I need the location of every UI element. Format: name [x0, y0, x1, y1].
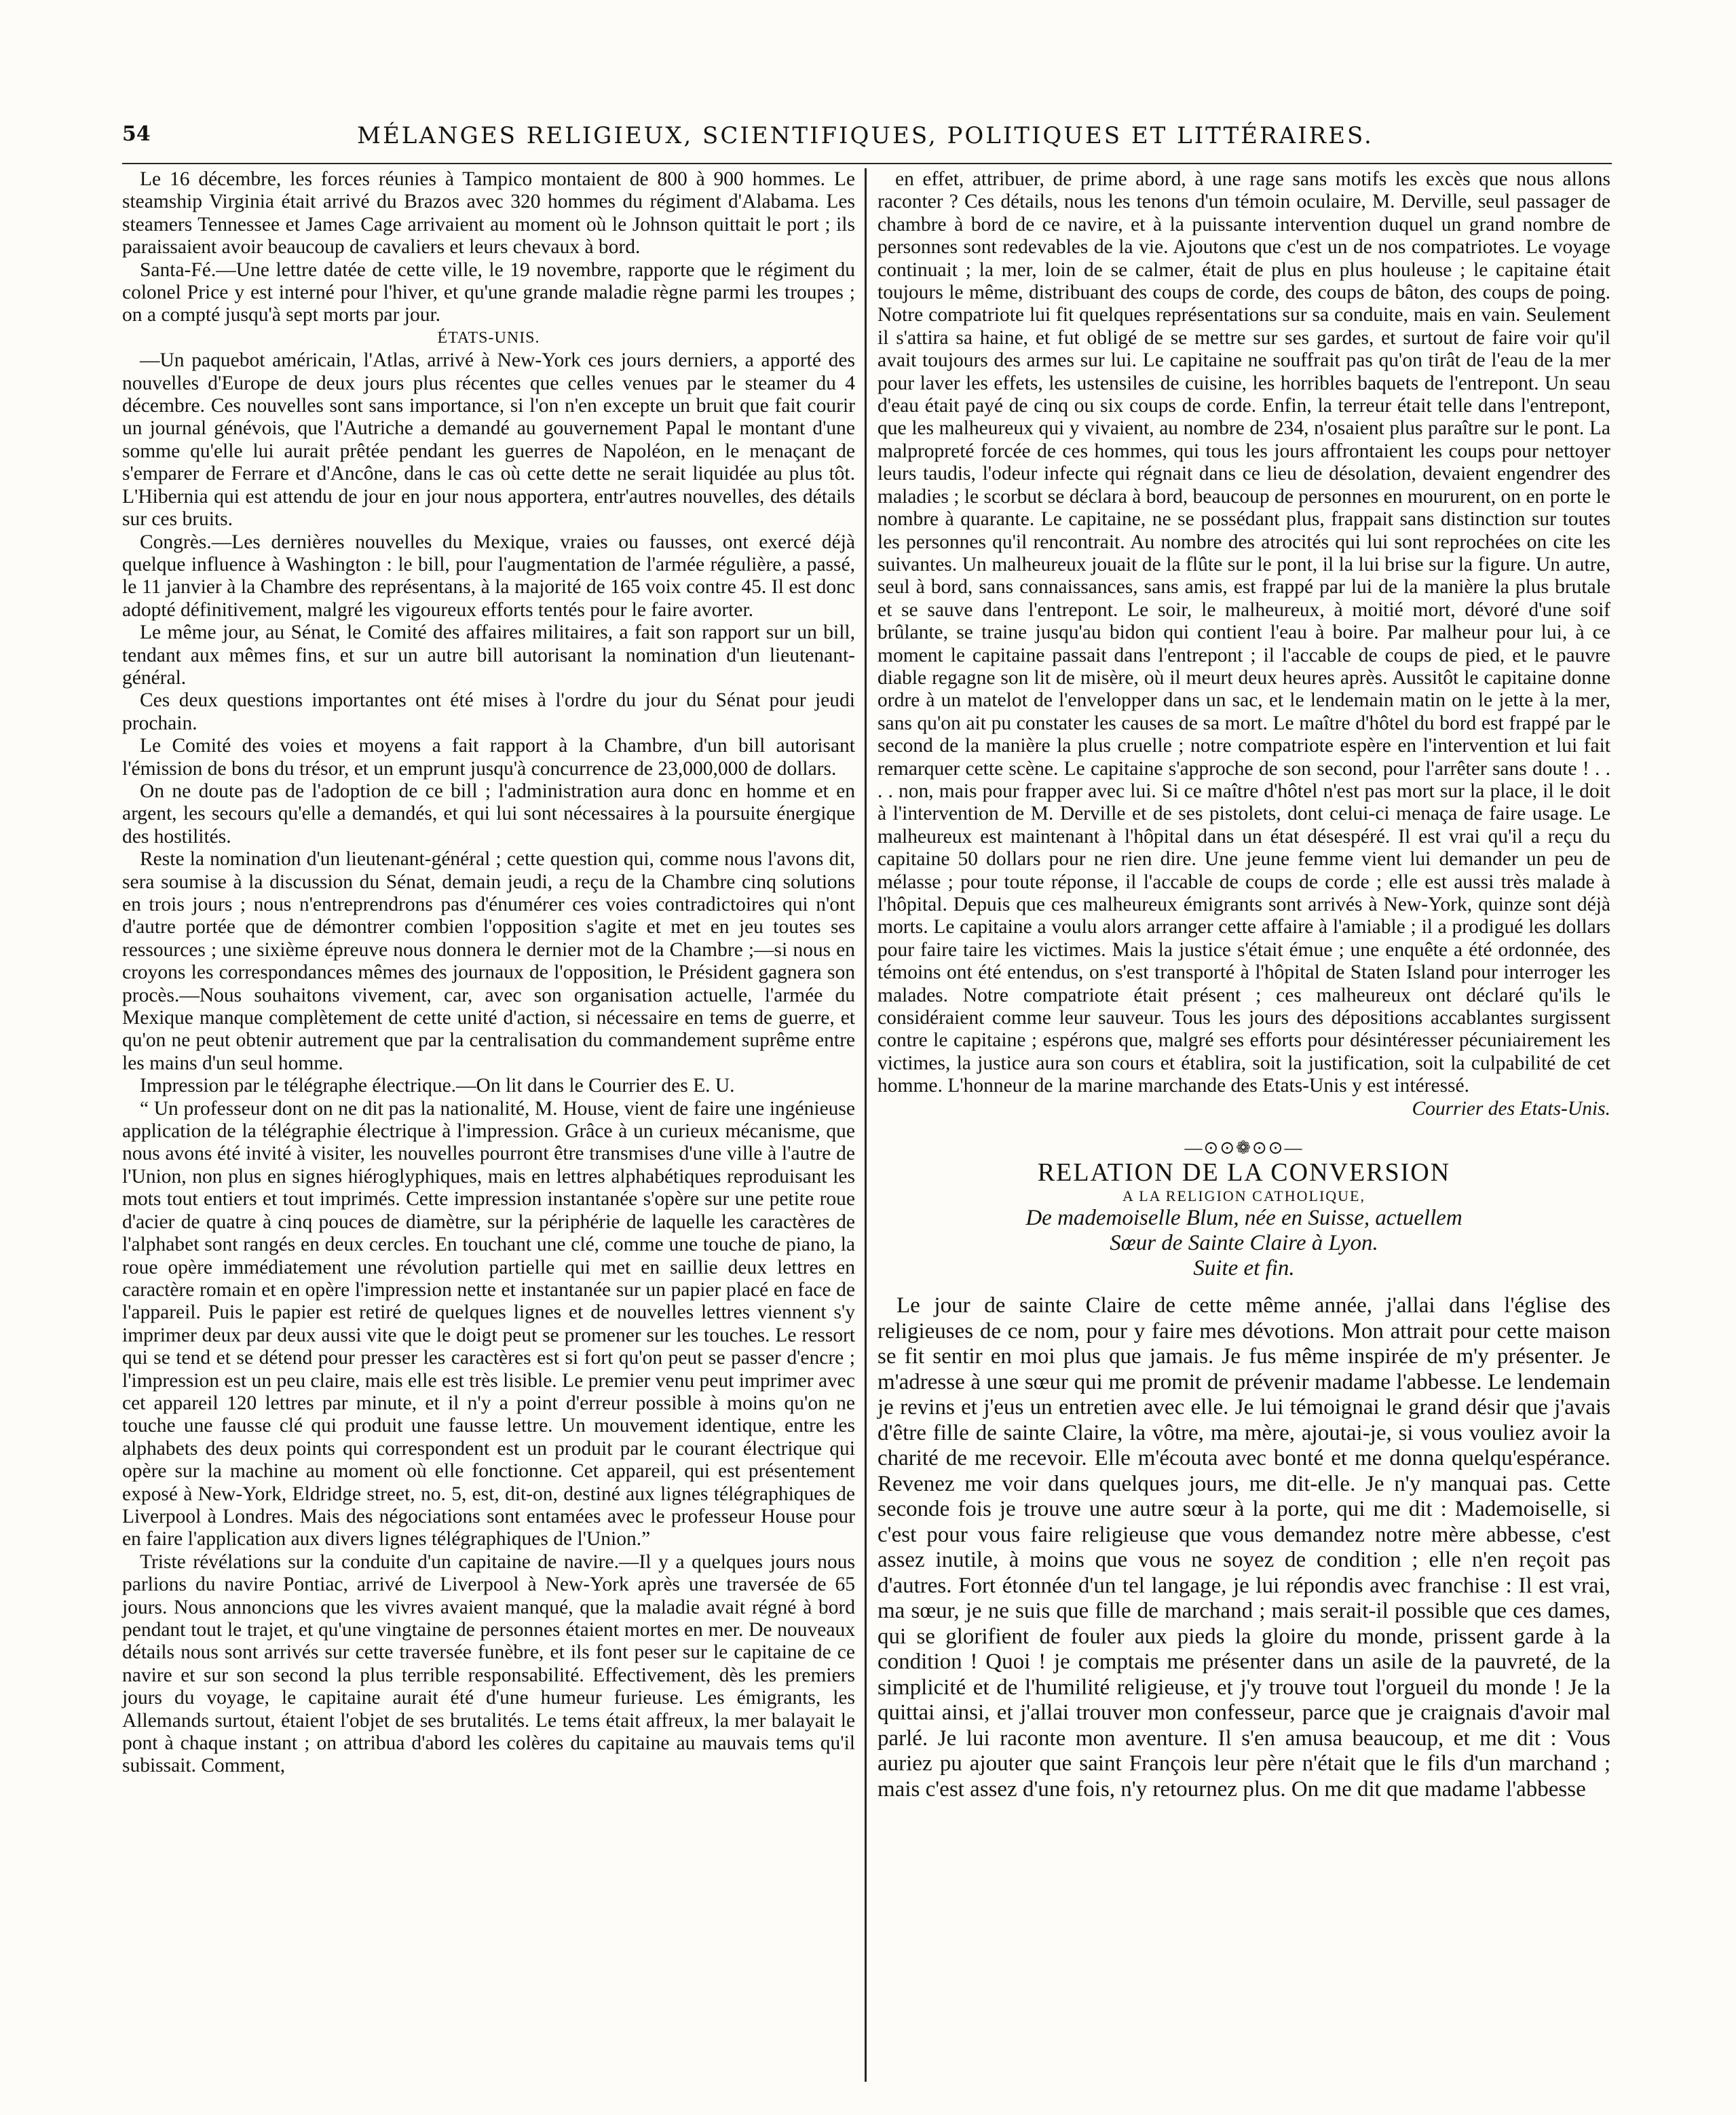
- article-paragraph: On ne doute pas de l'adoption de ce bill ; l'administration aura donc en homme et en argent, les secours qu'elle a demandés, et qui lui sont nécessaires à la poursuite énergique des hostilités.: [122, 780, 855, 847]
- article-paragraph: Santa-Fé.—Une lettre datée de cette ville, le 19 novembre, rapporte que le régiment du colonel Price y est interné pour l'hiver, et qu'une grande maladie règne parmi les troupes ; on a compté jusqu'à sept morts par jour.: [122, 259, 855, 326]
- column-divider: [865, 168, 867, 2082]
- ornament-divider: —⊙⊙❁⊙⊙—: [1184, 1138, 1304, 1158]
- running-title: MÉLANGES RELIGIEUX, SCIENTIFIQUES, POLITIQUES ET LITTÉRAIRES.: [357, 122, 1374, 149]
- article-paragraph: Congrès.—Les dernières nouvelles du Mexique, vraies ou fausses, ont exercé déjà quelque influence à Washington : le bill, pour l'augmentation de l'armée régulière, a passé, le 11 janvier à la Chambre des représentans, à la majorité de 165 voix contre 45. Il est donc adopté définitivement, malgré les vigoureux efforts tentés pour le faire avorter.: [122, 531, 855, 621]
- article-paragraph: Le même jour, au Sénat, le Comité des affaires militaires, a fait son rapport sur un bill, tendant aux mêmes fins, et sur un autre bill autorisant la nomination d'un lieutenant-général.: [122, 622, 855, 689]
- article-paragraph: “ Un professeur dont on ne dit pas la nationalité, M. House, vient de faire une ingénieuse application de la télégraphie électrique à l'impression. Grâce à un curieux mécanisme, que nous avons été invité à visiter, les nouvelles pourront être transmises d'une ville à l'autre de l'Union, non plus en signes hiéroglyphiques, mais en lettres alphabétiques reproduisant les mots tout entiers et tout imprimés. Cette impression instantanée s'opère sur une petite roue d'acier de quatre à cinq pouces de diamètre, sur la périphérie de laquelle les caractères de l'alphabet sont rangés en deux cercles. En touchant une clé, comme une touche de piano, la roue opère immédiatement une révolution partielle qui met en saillie deux lettres en caractère romain et en opère l'impression nette et instantanée sur un papier placé en face de l'appareil. Puis le papier est retiré de quelques lignes et de nouvelles lettres viennent s'y imprimer deux par deux aussi vite que le doigt peut se promener sur les touches. Le ressort qui se tend et se détend pour presser les caractères est si fort qu'on peut se passer d'encre ; l'impression est un peu claire, mais elle est très lisible. Le premier venu peut imprimer avec cet appareil 120 lettres par minute, et il n'y a point d'erreur possible à moins qu'on ne touche une fausse clé qui produit une fausse lettre. Un mouvement identique, entre les alphabets des deux points qui correspondent est un produit par le courant électrique qui opère sur la machine au moment où elle fonctionne. Cet appareil, qui est présentement exposé à New-York, Eldridge street, no. 5, est, dit-on, destiné aux lignes télégraphiques de Liverpool à Londres. Mais des négociations sont entamées avec le professeur House pour en faire l'application aux divers lignes télégraphiques de l'Union.”: [122, 1097, 855, 1550]
- article-paragraph: Le Comité des voies et moyens a fait rapport à la Chambre, d'un bill autorisant l'émission de bons du trésor, et un emprunt jusqu'à concurrence de 23,000,000 de dollars.: [122, 735, 855, 780]
- relation-paragraph: Le jour de sainte Claire de cette même année, j'allai dans l'église des religieuses de ce nom, pour y faire mes dévotions. Mon attrait pour cette maison se fit sentir en moi plus que jamais. Je fus même inspirée de m'y présenter. Je m'adresse à une sœur qui me promit de prévenir madame l'abbesse. Le lendemain je revins et j'eus un entretien avec elle. Je lui témoignai le grand désir que j'avais d'être fille de sainte Claire, la vôtre, ma mère, ajoutai-je, si vous vouliez avoir la charité de me recevoir. Elle m'écouta avec bonté et me donna quelqu'espérance. Revenez me voir dans quelques jours, me dit-elle. Je n'y manquai pas. Cette seconde fois je trouve une autre sœur à la porte, qui me dit : Mademoiselle, si c'est pour vous faire religieuse que vous demandez notre mère abbesse, c'est assez inutile, à moins que vous ne soyez de condition ; elle n'en reçoit pas d'autres. Fort étonnée d'un tel langage, je lui répondis avec franchise : Il est vrai, ma sœur, je ne suis que fille de marchand ; mais serait-il possible que ces dames, qui se glorifient de fouler aux pieds la gloire du monde, prissent garde à la condition ! Quoi ! je comptais me présenter dans un asile de la pauvreté, de la simplicité et de l'humilité religieuse, et j'y trouve tout l'orgueil du monde ! Je la quittai ainsi, et j'allai trouver mon confesseur, parce que je craignais d'avoir mal parlé. Je lui raconte mon aventure. Il s'en amusa beaucoup, et me dit : Vous auriez pu ajouter que saint François leur père n'était que le fils d'un marchand ; mais c'est assez d'une fois, n'y retournez plus. On me dit que madame l'abbesse: [878, 1293, 1610, 1802]
- section-heading: ÉTATS-UNIS.: [437, 328, 540, 347]
- page-header: [122, 122, 1608, 163]
- article-paragraph: Triste révélations sur la conduite d'un capitaine de navire.—Il y a quelques jours nous parlions du navire Pontiac, arrivé de Liverpool à New-York après une traversée de 65 jours. Nous annoncions que les vivres avaient manqué, que la maladie avait régné à bord pendant tout le trajet, et qu'une vingtaine de personnes étaient mortes en mer. De nouveaux détails nous sont arrivés sur cette traversée funèbre, et ils font peser sur le capitaine de ce navire et sur son second la plus terrible responsabilité. Effectivement, dès les premiers jours du voyage, le capitaine aurait été d'une humeur furieuse. Les émigrants, les Allemands surtout, étaient l'objet de ses brutalités. Le tems était affreux, la mer balayait le pont à chaque instant ; on attribua d'abord les colères du capitaine au mauvais tems qu'il subissait. Comment,: [122, 1550, 855, 1777]
- article-paragraph: Impression par le télégraphe électrique.—On lit dans le Courrier des E. U.: [140, 1075, 735, 1097]
- article-paragraph: Reste la nomination d'un lieutenant-général ; cette question qui, comme nous l'avons dit, sera soumise à la discussion du Sénat, demain jeudi, a reçu de la Chambre cinq solutions en trois jours ; nous n'entreprendrons pas d'énumérer ces voies contradictoires qui n'ont d'autre portée que de démontrer combien l'opposition s'agite et met en jeu toutes ses ressources ; une sixième épreuve nous donnera le dernier mot de la Chambre ;—si nous en croyons les correspondances mêmes des journaux de l'opposition, le Président gagnera son procès.—Nous souhaitons vivement, car, avec son organisation actuelle, l'armée du Mexique manque complètement de cette unité d'action, si nécessaire en tems de guerre, et qu'on ne peut obtenir autrement que par la centralisation du commandement suprême entre les mains d'un seul homme.: [122, 848, 855, 1074]
- relation-subtitle-line: Suite et fin.: [1193, 1256, 1295, 1281]
- article-paragraph: Le 16 décembre, les forces réunies à Tampico montaient de 800 à 900 hommes. Le steamship Virginia était arrivé du Brazos avec 320 hommes du régiment d'Alabama. Les steamers Tennessee et James Cage arrivaient au moment où le Johnson quittait le port ; ils paraissaient avoir beaucoup de cavaliers et leurs chevaux à bord.: [122, 168, 855, 259]
- relation-subtitle: A LA RELIGION CATHOLIQUE,: [1122, 1187, 1365, 1205]
- page-number: 54: [122, 122, 151, 146]
- relation-subtitle-line: Sœur de Sainte Claire à Lyon.: [1110, 1231, 1378, 1256]
- article-paragraph: —Un paquebot américain, l'Atlas, arrivé à New-York ces jours derniers, a apporté des nouvelles d'Europe de deux jours plus récentes que celles venues par le steamer du 4 décembre. Ces nouvelles sont sans importance, si l'on n'en excepte un bruit que fait courir un journal génévois, que l'Autriche a demandé au gouvernement Papal le montant d'une somme qu'elle lui aurait prêtée pendant les guerres de Napoléon, en le menaçant de s'emparer de Ferrare et d'Ancône, dans le cas où cette dette ne serait liquidée au plus tôt. L'Hibernia qui est attendu de jour en jour nous apportera, entr'autres nouvelles, des détails sur ces bruits.: [122, 349, 855, 531]
- article-paragraph: Ces deux questions importantes ont été mises à l'ordre du jour du Sénat pour jeudi prochain.: [122, 689, 855, 734]
- relation-subtitle-line: De mademoiselle Blum, née en Suisse, actuellem: [1025, 1206, 1463, 1231]
- left-column: [122, 168, 855, 2095]
- relation-body: [878, 1293, 1610, 1802]
- article-paragraph: en effet, attribuer, de prime abord, à une rage sans motifs les excès que nous allons raconter ? Ces détails, nous les tenons d'un témoin oculaire, M. Derville, seul passager de chambre à bord de ce navire, et à la puissante intervention duquel un grand nombre de personnes sont redevables de la vie. Ajoutons que c'est un de nos compatriotes. Le voyage continuait ; la mer, loin de se calmer, était de plus en plus houleuse ; le capitaine était toujours le même, distribuant des coups de corde, des coups de bâton, des coups de poing. Notre compatriote lui fit quelques représentations sur sa conduite, mais en vain. Seulement il s'attira sa haine, et fut obligé de se mettre sur ses gardes, et surtout de faire voir qu'il avait toujours des armes sur lui. Le capitaine ne souffrait pas qu'on tirât de l'eau de la mer pour laver les effets, les ustensiles de cuisine, les horribles baquets de l'entrepont. Un seau d'eau était payé de cinq ou six coups de corde. Enfin, la terreur était telle dans l'entrepont, que les malheureux qui y vivaient, au nombre de 234, n'osaient plus paraître sur le pont. La malpropreté forcée de ces hommes, qui tous les jours affrontaient les coups pour nettoyer leurs taudis, l'odeur infecte qui régnait dans ce lieu de désolation, devaient engendrer des maladies ; le scorbut se déclara à bord, beaucoup de personnes en moururent, on en porte le nombre à quarante. Le capitaine, ne se possédant plus, frappait sans distinction sur toutes les personnes qu'il rencontrait. Au nombre des atrocités qui lui sont reprochées on cite les suivantes. Un malheureux jouait de la flûte sur le pont, il la lui brise sur la figure. Un autre, seul à bord, sans connaissances, sans amis, est frappé par lui de la manière la plus brutale et se sauve dans l'entrepont. Le soir, le malheureux, à moitié mort, dévoré d'une soif brûlante, se traine jusqu'au bidon qui contient l'eau à boire. Par malheur pour lui, à ce moment le capitaine passait dans l'entrepont ; il l'accable de coups de pied, et le pauvre diable regagne son lit de misère, où il meurt deux heures après. Aussitôt le capitaine donne ordre à un matelot de l'envelopper dans un sac, et le lendemain matin on le jette à la mer, sans qu'on ait pu constater les causes de sa mort. Le maître d'hôtel du bord est frappé par le second de la manière la plus cruelle ; notre compatriote espère en l'intervention et lui fait remarquer cette scène. Le capitaine s'approche de son second, pour l'arrêter sans doute ! . . . . non, mais pour frapper avec lui. Si ce maître d'hôtel n'est pas mort sur la place, il le doit à l'intervention de M. Derville et de ses pistolets, dont celui-ci menaça de faire usage. Le malheureux est maintenant à l'hôpital dans un état désespéré. Il est vrai qu'il a reçu du capitaine 50 dollars pour ne rien dire. Une jeune femme vient lui demander un peu de mélasse ; pour toute réponse, il l'accable de coups de corde ; elle est aussi très malade à l'hôpital. Depuis que ces malheureux émigrants sont arrivés à New-York, quinze sont déjà morts. Le capitaine a voulu alors arranger cette affaire à l'amiable ; il a prodigué les dollars pour faire taire les victimes. Mais la justice s'était émue ; une enquête a été ordonnée, des témoins ont été entendus, on s'est transporté à l'hôpital de Staten Island pour interroger les malades. Notre compatriote était présent ; ces malheureux ont déclaré qu'ils le considéraient comme leur sauveur. Tous les jours des dépositions accablantes surgissent contre le capitaine ; espérons que, malgré ses efforts pour désintéresser pécuniairement les victimes, la justice aura son cours et établira, soit la justification, soit la culpabilité de cet homme. L'honneur de la marine marchande des Etats-Unis y est intéressé.: [878, 168, 1610, 1097]
- right-column: [878, 168, 1610, 2095]
- source-signature: Courrier des Etats-Unis.: [1412, 1097, 1610, 1120]
- relation-title: RELATION DE LA CONVERSION: [1037, 1158, 1451, 1187]
- header-rule: [122, 163, 1612, 164]
